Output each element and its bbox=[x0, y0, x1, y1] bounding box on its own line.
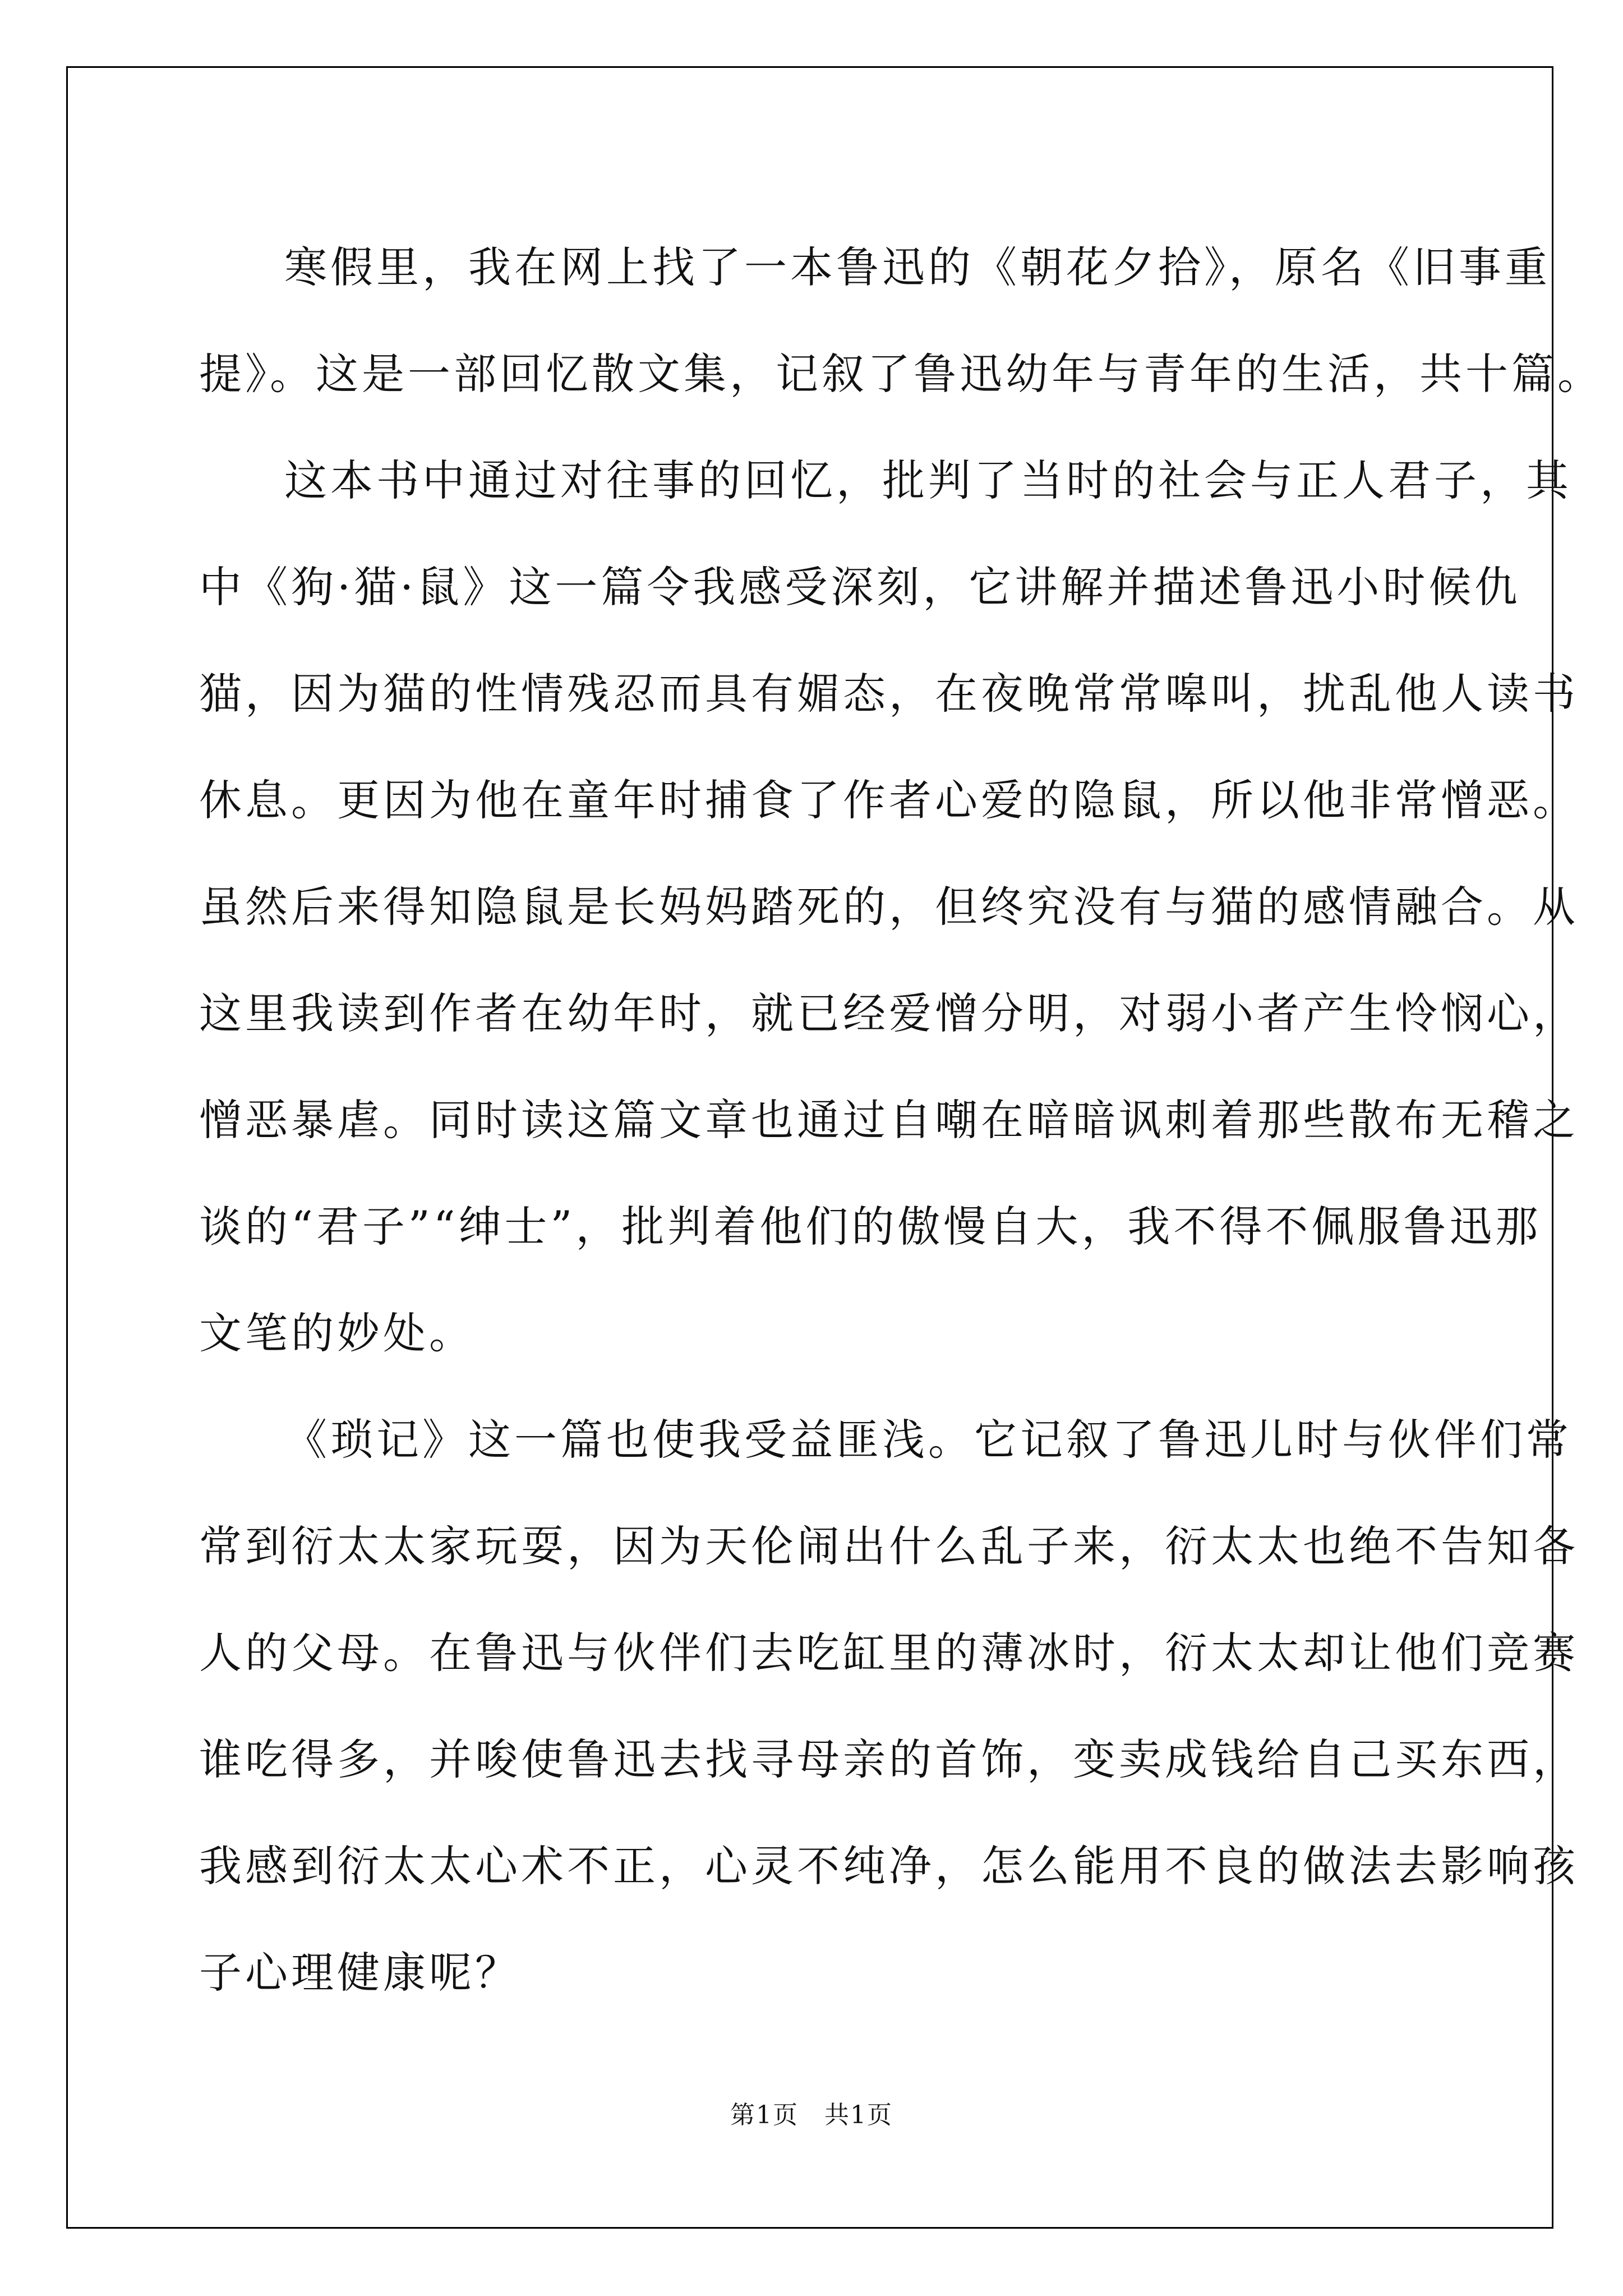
text-line: 憎恶暴虐。同时读这篇文章也通过自嘲在暗暗讽刺着那些散布无稽之 bbox=[199, 1095, 1579, 1145]
text-line: 这本书中通过对往事的回忆，批判了当时的社会与正人君子，其 bbox=[284, 455, 1572, 505]
document-body bbox=[199, 214, 1603, 2026]
text-line: 我感到衍太太心术不正，心灵不纯净，怎么能用不良的做法去影响孩 bbox=[199, 1841, 1579, 1891]
text-line: 谁吃得多，并唆使鲁迅去找寻母亲的首饰，变卖成钱给自己买东西， bbox=[199, 1734, 1579, 1784]
text-line: 文笔的妙处。 bbox=[199, 1308, 475, 1358]
text-line: 虽然后来得知隐鼠是长妈妈踏死的，但终究没有与猫的感情融合。从 bbox=[199, 882, 1579, 932]
text-line: 中《狗·猫·鼠》这一篇令我感受深刻，它讲解并描述鲁迅小时候仇 bbox=[199, 562, 1521, 612]
text-line: 休息。更因为他在童年时捕食了作者心爱的隐鼠，所以他非常憎恶。 bbox=[199, 775, 1579, 825]
text-line: 提》。这是一部回忆散文集，记叙了鲁迅幼年与青年的生活，共十篇。 bbox=[199, 349, 1603, 399]
text-line: 《琐记》这一篇也使我受益匪浅。它记叙了鲁迅儿时与伙伴们常 bbox=[284, 1415, 1572, 1465]
text-line: 子心理健康呢？ bbox=[199, 1948, 521, 1998]
text-line: 猫，因为猫的性情残忍而具有媚态，在夜晚常常嗥叫，扰乱他人读书 bbox=[199, 669, 1579, 719]
text-line: 谈的“君子”“绅士”，批判着他们的傲慢自大，我不得不佩服鲁迅那 bbox=[199, 1202, 1542, 1251]
text-line: 人的父母。在鲁迅与伙伴们去吃缸里的薄冰时，衍太太却让他们竞赛 bbox=[199, 1628, 1579, 1678]
page-footer: 第1页 共1页 bbox=[730, 2101, 893, 2129]
text-line: 寒假里，我在网上找了一本鲁迅的《朝花夕拾》，原名《旧事重 bbox=[284, 242, 1551, 292]
text-line: 这里我读到作者在幼年时，就已经爱憎分明，对弱小者产生怜悯心， bbox=[199, 988, 1579, 1038]
text-line: 常到衍太太家玩耍，因为天伦闹出什么乱子来，衍太太也绝不告知各 bbox=[199, 1521, 1579, 1571]
